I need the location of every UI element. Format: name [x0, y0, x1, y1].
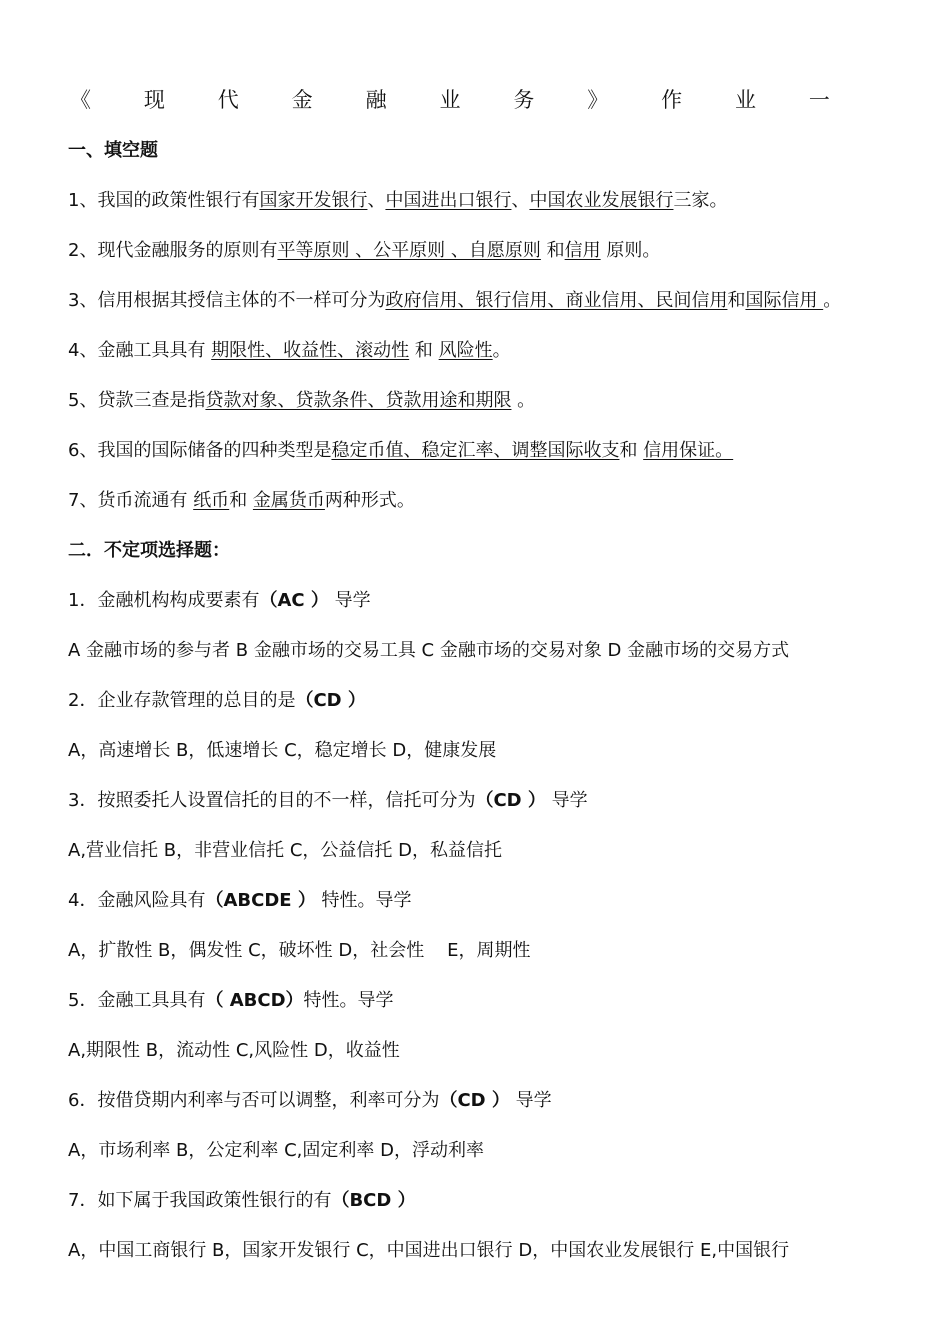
fill-question-7 — [68, 488, 415, 514]
question-text: 两种形式。 — [324, 490, 415, 511]
answer-text: 中国进出口银行 — [385, 190, 512, 211]
question-text: 、 — [367, 190, 386, 211]
question-stem: 1．金融机构构成要素有 — [68, 590, 260, 611]
title-char: 《 — [70, 88, 91, 112]
question-text: 和 — [409, 340, 439, 361]
question-text: 和 — [540, 240, 565, 261]
question-stem: 6．按借贷期内利率与否可以调整，利率可分为 — [68, 1090, 440, 1111]
title-char: 务 — [513, 88, 535, 112]
choice-options-4: A，扩散性 B，偶发性 C，破坏性 D，社会性 E，周期性 — [68, 940, 531, 961]
title-char: 一 — [808, 88, 830, 112]
answer-text: 平等原则 、公平原则 、自愿原则 — [277, 240, 541, 261]
choice-options-1: A 金融市场的参与者 B 金融市场的交易工具 C 金融市场的交易对象 D 金融市场的交易方式 — [68, 640, 790, 661]
question-tail: 特性。导学 — [303, 990, 394, 1011]
choice-options-2: A，高速增长 B，低速增长 C，稳定增长 D，健康发展 — [68, 740, 497, 761]
question-text: 2、现代金融服务的原则有 — [68, 240, 278, 261]
question-text: 和 — [619, 440, 644, 461]
answer-text: （AC ） — [259, 590, 329, 611]
section-heading-multiple-choice: 二．不定项选择题： — [68, 540, 230, 561]
choice-question-4 — [68, 888, 412, 914]
answer-text: （BCD ） — [331, 1190, 416, 1211]
choice-question-6 — [68, 1088, 552, 1114]
question-text: 1、我国的政策性银行有 — [68, 190, 260, 211]
answer-text: 稳定币值、稳定汇率、调整国际收支 — [331, 440, 620, 461]
answer-text: 金属货币 — [252, 490, 325, 511]
question-tail: 特性。导学 — [315, 890, 412, 911]
section-heading-fill-blank: 一、填空题 — [68, 140, 158, 161]
question-text: 原则。 — [600, 240, 661, 261]
answer-text: （CD ） — [295, 690, 366, 711]
fill-question-5 — [68, 388, 535, 414]
question-text: 7、货币流通有 — [68, 490, 194, 511]
question-tail: 导学 — [328, 590, 371, 611]
choice-options-5: A,期限性 B，流动性 C,风险性 D，收益性 — [68, 1040, 400, 1061]
answer-text: 纸币 — [193, 490, 230, 511]
fill-question-1 — [68, 188, 727, 214]
question-stem: 3．按照委托人设置信托的目的不一样，信托可分为 — [68, 790, 476, 811]
question-text: 三家。 — [673, 190, 728, 211]
question-stem: 7．如下属于我国政策性银行的有 — [68, 1190, 332, 1211]
question-text: 4、金融工具具有 — [68, 340, 212, 361]
question-text: 和 — [229, 490, 253, 511]
answer-text: （ABCDE ） — [205, 890, 316, 911]
answer-text: 贷款对象、贷款条件、贷款用途和期限 — [205, 390, 512, 411]
choice-options-6: A，市场利率 B，公定利率 C,固定利率 D，浮动利率 — [68, 1140, 484, 1161]
fill-question-3 — [68, 288, 841, 314]
choice-options-7: A，中国工商银行 B，国家开发银行 C，中国进出口银行 D，中国农业发展银行 E,中国银行 — [68, 1240, 790, 1261]
choice-options-3: A,营业信托 B，非营业信托 C，公益信托 D，私益信托 — [68, 840, 502, 861]
title-char: 作 — [661, 88, 683, 112]
title-char: 代 — [217, 88, 239, 112]
fill-question-4 — [68, 338, 511, 364]
question-stem: 2．企业存款管理的总目的是 — [68, 690, 296, 711]
answer-text: 国际信用 — [745, 290, 824, 311]
answer-text: 政府信用、银行信用、商业信用、民间信用 — [385, 290, 728, 311]
choice-question-3 — [68, 788, 588, 814]
question-text: 、 — [511, 190, 530, 211]
answer-text: 信用 — [564, 240, 601, 261]
question-text: 。 — [511, 390, 536, 411]
answer-text: （CD ） — [475, 790, 546, 811]
document-title — [70, 86, 830, 114]
question-text: 。 — [823, 290, 842, 311]
title-char: 现 — [143, 88, 165, 112]
answer-text: 中国农业发展银行 — [529, 190, 674, 211]
question-text: 和 — [727, 290, 746, 311]
choice-question-7 — [68, 1188, 416, 1214]
title-char: 融 — [365, 88, 387, 112]
question-text: 。 — [492, 340, 511, 361]
answer-text: 信用保证。 — [643, 440, 734, 461]
answer-text: 国家开发银行 — [259, 190, 368, 211]
answer-text: 风险性 — [438, 340, 493, 361]
fill-question-2 — [68, 238, 660, 264]
answer-text: （CD ） — [439, 1090, 510, 1111]
question-text: 3、信用根据其授信主体的不一样可分为 — [68, 290, 386, 311]
question-text: 6、我国的国际储备的四种类型是 — [68, 440, 332, 461]
question-tail: 导学 — [545, 790, 588, 811]
question-tail: 导学 — [509, 1090, 552, 1111]
answer-text: 期限性、收益性、滚动性 — [211, 340, 410, 361]
choice-question-1 — [68, 588, 371, 614]
title-char: 业 — [735, 88, 757, 112]
title-char: 》 — [587, 88, 609, 112]
choice-question-2 — [68, 688, 366, 714]
question-stem: 4．金融风险具有 — [68, 890, 206, 911]
answer-text: （ ABCD） — [205, 990, 304, 1011]
question-text: 5、贷款三查是指 — [68, 390, 206, 411]
title-char: 金 — [291, 88, 313, 112]
fill-question-6 — [68, 438, 733, 464]
question-stem: 5．金融工具具有 — [68, 990, 206, 1011]
title-char: 业 — [439, 88, 461, 112]
choice-question-5 — [68, 988, 394, 1014]
